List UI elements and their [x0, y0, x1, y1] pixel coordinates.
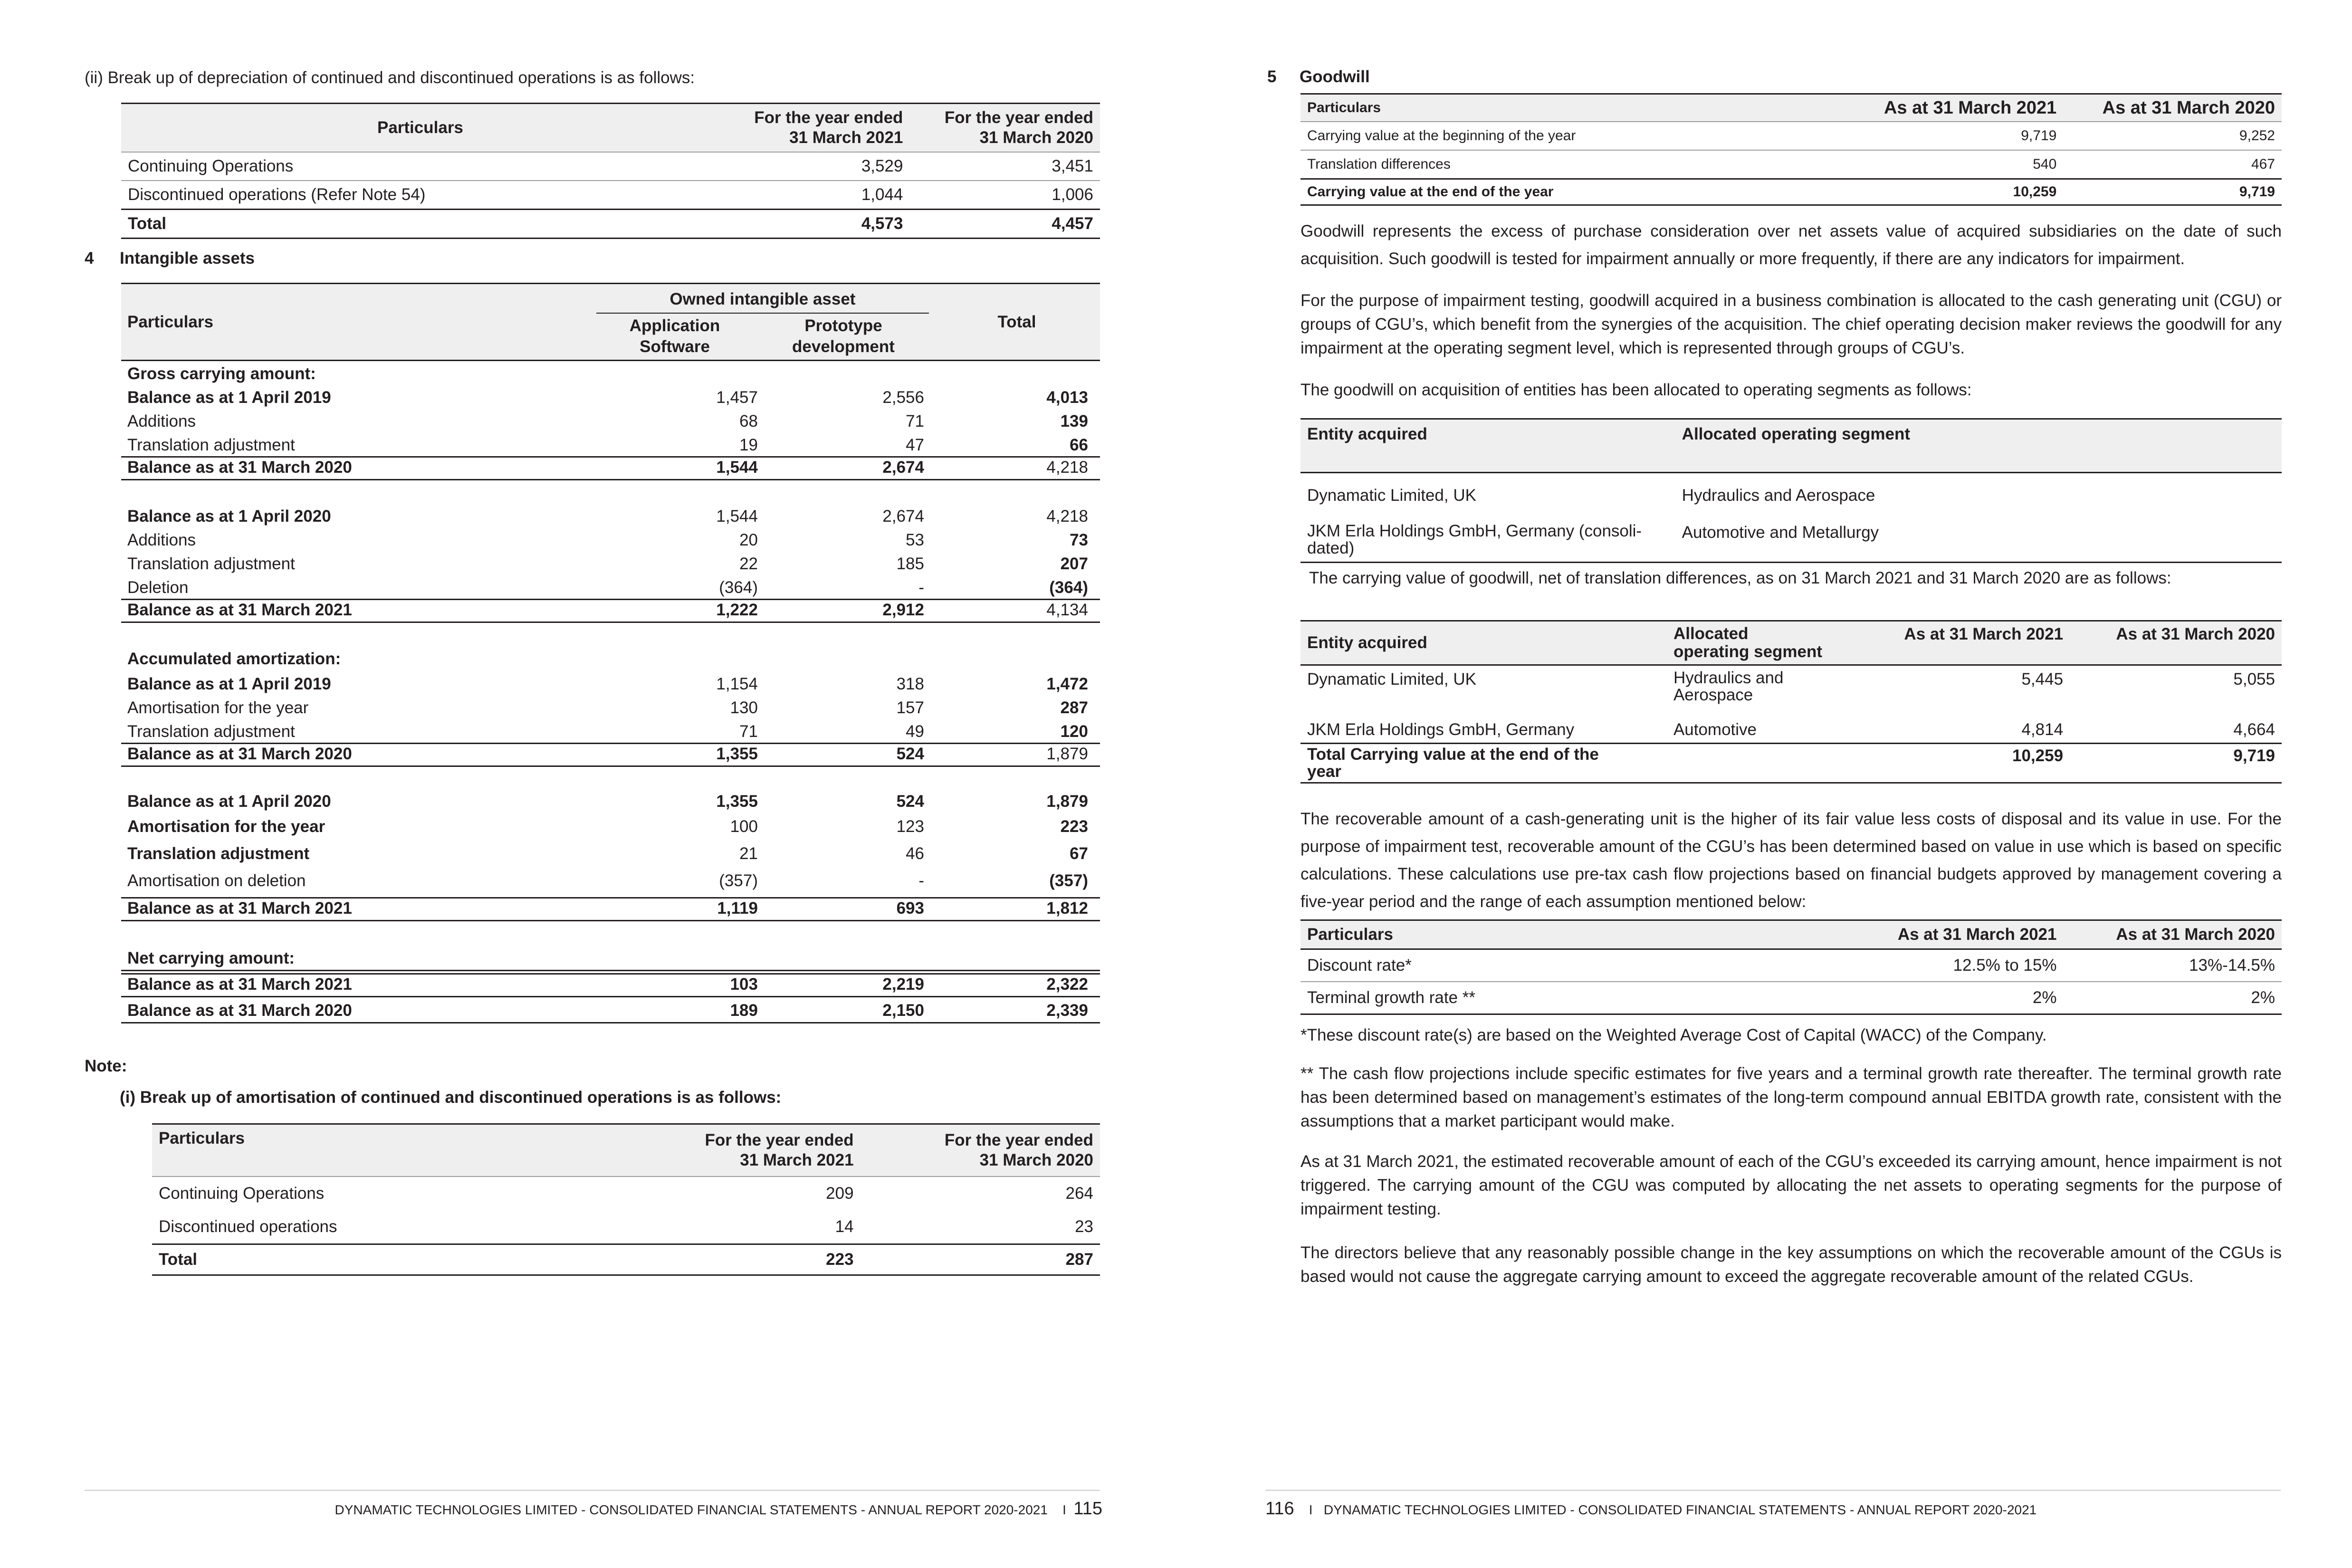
table-row [1300, 665, 2282, 717]
col-header-2021: As at 31 March 2021 [1884, 98, 2057, 118]
cell: 540 [2033, 156, 2057, 172]
intangible-cell-prototype-development: 71 [906, 412, 924, 430]
intangible-row-label: Balance as at 1 April 2019 [127, 675, 331, 693]
footer-rule [1265, 1490, 2281, 1491]
table-header-row [1300, 621, 2282, 665]
intangible-cell-total: 1,879 [1046, 792, 1088, 811]
cell: JKM Erla Holdings GmbH, Germany (consoli- dated) [1307, 522, 1642, 557]
intangible-cell-prototype-development: 49 [906, 722, 924, 741]
cell: 10,259 [2013, 184, 2057, 200]
intangible-row-label: Balance as at 1 April 2020 [127, 792, 331, 811]
col-header-2020: As at 31 March 2020 [2102, 98, 2275, 118]
cell: 4,664 [2233, 720, 2275, 739]
intangible-row-label: Balance as at 31 March 2021 [127, 975, 352, 994]
intangible-cell-application-software: 1,355 [716, 792, 758, 811]
cell: 9,252 [2239, 128, 2275, 143]
intangible-row-label: Deletion [127, 578, 189, 597]
col-header-owned-intangible: Owned intangible asset [669, 290, 856, 308]
intangible-row-label: Balance as at 31 March 2021 [127, 899, 352, 918]
intangible-row-label: Translation adjustment [127, 436, 295, 454]
col-header-entity: Entity acquired [1307, 425, 1427, 443]
table-row [1300, 473, 2282, 518]
table-row-total [152, 1244, 1100, 1275]
col-header-particulars: Particulars [127, 313, 213, 331]
intangible-cell-total: 1,812 [1046, 899, 1088, 918]
cell: 209 [826, 1184, 854, 1203]
intangible-cell-application-software: 130 [730, 698, 758, 717]
cell: 1,044 [861, 185, 903, 204]
col-header-total: Total [997, 313, 1036, 331]
cell: 4,573 [861, 214, 903, 233]
cell: Dynamatic Limited, UK [1307, 486, 1476, 505]
intangible-row-label: Accumulated amortization: [127, 650, 341, 668]
table-row [1300, 717, 2282, 744]
intangible-cell-application-software: 1,544 [716, 507, 758, 526]
cell: 2% [2251, 988, 2275, 1007]
table-row [1300, 949, 2282, 982]
note-label: Note: [85, 1057, 127, 1075]
discount-rate-footnote: *These discount rate(s) are based on the Weighted Average Cost of Capital (WACC) of the Company. [1300, 1026, 2047, 1044]
table-row [121, 152, 1100, 181]
row-rule [121, 897, 1100, 899]
cell: 3,529 [861, 157, 903, 175]
table-row-total [1300, 744, 2282, 783]
cell: Terminal growth rate ** [1307, 988, 1476, 1007]
table-row [1300, 518, 2282, 563]
intangible-cell-application-software: 22 [739, 555, 758, 573]
goodwill-paragraph-7: ** The cash flow projections include specific estimates for five years and a terminal growth rate thereafter. The terminal growth rate has been determined based on management’s estimates of the long-term compound annual EBITDA growth rate, consistent with the assumptions that a market participant would make. [1300, 1064, 2282, 1130]
row-rule [121, 996, 1100, 997]
cell: Carrying value at the end of the year [1307, 184, 1554, 200]
cell: Carrying value at the beginning of the year [1307, 128, 1576, 143]
intangible-cell-total: 4,218 [1046, 507, 1088, 526]
col-header-particulars: Particulars [377, 118, 463, 137]
intangible-cell-total: 1,879 [1046, 745, 1088, 763]
cell: 467 [2251, 156, 2275, 172]
cell: Discontinued operations [159, 1217, 337, 1236]
intangible-cell-application-software: 1,355 [716, 745, 758, 763]
intangible-cell-application-software: 20 [739, 531, 758, 549]
col-header-entity: Entity acquired [1307, 633, 1427, 652]
goodwill-paragraph-1: Goodwill represents the excess of purchase consideration over net assets value of acquired subsidiaries on the date of such acquisition. Such goodwill is tested for impairment annually or more frequently, if there are any indicators for impairment. [1300, 222, 2282, 268]
note-i-title: (i) Break up of amortisation of continued and discontinued operations is as follows: [120, 1088, 782, 1107]
allocation-table [1300, 418, 2282, 563]
intangible-row-label: Balance as at 31 March 2020 [127, 745, 352, 763]
footer [1265, 1499, 2036, 1520]
intangible-row-label: Balance as at 31 March 2020 [127, 458, 352, 477]
intangible-cell-application-software: 71 [739, 722, 758, 741]
section-number-4: 4 [85, 249, 94, 268]
cell: Dynamatic Limited, UK [1307, 670, 1476, 688]
col-header-fy2020: For the year ended 31 March 2020 [944, 1131, 1093, 1169]
intangible-cell-prototype-development: - [918, 578, 924, 597]
intangible-cell-prototype-development: 524 [896, 745, 924, 763]
table-row [152, 1210, 1100, 1244]
footer-separator: I [1062, 1502, 1066, 1517]
goodwill-table [1300, 93, 2282, 206]
intangible-cell-prototype-development: 2,674 [882, 507, 924, 526]
cell: 223 [826, 1250, 854, 1269]
intangible-cell-total: 73 [1070, 531, 1088, 549]
row-rule [121, 621, 1100, 623]
intangible-cell-total: 4,134 [1046, 601, 1088, 619]
intangible-cell-total: 67 [1070, 844, 1088, 863]
intangible-cell-application-software: 19 [739, 436, 758, 454]
intangible-cell-total: 223 [1060, 817, 1088, 836]
cell: Continuing Operations [159, 1184, 325, 1203]
col-header-fy2020: For the year ended 31 March 2020 [944, 108, 1093, 147]
intangible-cell-total: 1,472 [1046, 675, 1088, 693]
cell: Hydraulics and Aerospace [1673, 669, 1784, 704]
intangible-cell-prototype-development: 123 [896, 817, 924, 836]
col-header-fy2021: For the year ended 31 March 2021 [705, 1131, 854, 1169]
intangible-cell-application-software: 1,119 [717, 899, 758, 918]
intangible-cell-prototype-development: 318 [896, 675, 924, 693]
goodwill-paragraph-4: The carrying value of goodwill, net of translation differences, as on 31 March 2021 and 31 March 2020 are as follows: [1309, 569, 2171, 587]
cell: Total [128, 214, 167, 233]
row-rule [121, 765, 1100, 767]
row-rule [121, 970, 1100, 971]
cell: 1,006 [1052, 185, 1093, 204]
cell: 4,457 [1052, 214, 1093, 233]
cell: 13%-14.5% [2189, 956, 2275, 975]
page-number: 116 [1265, 1499, 1294, 1519]
table-row-total [121, 210, 1100, 239]
goodwill-paragraph-9: The directors believe that any reasonably possible change in the key assumptions on which the recoverable amount of the CGUs is based would not cause the aggregate carrying amount to exceed the aggregate recoverable amount of the related CGUs. [1300, 1243, 2282, 1286]
table-row-total [1300, 179, 2282, 205]
intangible-cell-prototype-development: 524 [896, 792, 924, 811]
intangible-row-label: Gross carrying amount: [127, 364, 316, 383]
table-header-row [1300, 920, 2282, 949]
row-rule [121, 743, 1100, 744]
header-bottom-rule [121, 360, 1100, 361]
intangible-cell-total: 139 [1060, 412, 1088, 430]
assumptions-table [1300, 919, 2282, 1015]
col-header-prototype-development: Prototype development [792, 316, 895, 356]
footer-text: DYNAMATIC TECHNOLOGIES LIMITED - CONSOLIDATED FINANCIAL STATEMENTS - ANNUAL REPORT 2020-2021 [335, 1502, 1048, 1517]
goodwill-paragraph-2: For the purpose of impairment testing, goodwill acquired in a business combination is allocated to the cash generating unit (CGU) or groups of CGU’s, which benefit from the synergies of the acquisition. The chief operating decision maker reviews the goodwill for any impairment at the operating segment level, which is represented through groups of CGU’s. [1300, 291, 2282, 357]
intangible-cell-total: 120 [1060, 722, 1088, 741]
col-header-particulars: Particulars [159, 1129, 245, 1147]
cell: Automotive [1673, 720, 1757, 739]
intangible-cell-total: 287 [1060, 698, 1088, 717]
intangible-cell-total: 66 [1070, 436, 1088, 454]
right-page [1176, 0, 2352, 1568]
intangible-cell-total: 4,218 [1046, 458, 1088, 477]
intangible-cell-prototype-development: 2,150 [882, 1001, 924, 1020]
intangible-cell-application-software: 1,544 [716, 458, 758, 477]
intangible-cell-total: 2,339 [1046, 1001, 1088, 1020]
col-header-2020: As at 31 March 2020 [2116, 625, 2275, 643]
intangible-cell-total: (364) [1049, 578, 1088, 597]
footer-rule [85, 1490, 1100, 1491]
intangible-row-label: Additions [127, 531, 196, 549]
intangible-row-label: Amortisation on deletion [127, 871, 306, 890]
cell: 9,719 [2021, 128, 2057, 143]
row-rule [121, 599, 1100, 600]
intangible-cell-application-software: 1,154 [716, 675, 758, 693]
cell: 3,451 [1052, 157, 1093, 175]
intangible-cell-total: 2,322 [1046, 975, 1088, 994]
table-row [1300, 150, 2282, 179]
intangible-cell-prototype-development: 47 [906, 436, 924, 454]
cell: 10,259 [2012, 746, 2064, 765]
intangible-cell-prototype-development: - [918, 871, 924, 890]
intangible-cell-application-software: (364) [719, 578, 758, 597]
col-header-segment: Allocated operating segment [1682, 425, 1911, 443]
col-header-fy2021: For the year ended 31 March 2021 [754, 108, 903, 147]
cell: 9,719 [2233, 746, 2275, 765]
col-header-particulars: Particulars [1307, 925, 1393, 944]
intangible-cell-application-software: 21 [739, 844, 758, 863]
intangible-cell-total: 4,013 [1046, 388, 1088, 407]
footer-separator: I [1309, 1502, 1313, 1517]
cell: 23 [1075, 1217, 1093, 1236]
footer [335, 1499, 1102, 1520]
cell: Continuing Operations [128, 157, 294, 175]
intangible-row-label: Additions [127, 412, 196, 430]
table-row [1300, 122, 2282, 150]
intangible-cell-prototype-development: 53 [906, 531, 924, 549]
intangible-cell-application-software: 100 [730, 817, 758, 836]
intangible-row-label: Balance as at 31 March 2021 [127, 601, 352, 619]
table-row [152, 1176, 1100, 1210]
col-header-2021: As at 31 March 2021 [1897, 925, 2057, 944]
section-number-5: 5 [1267, 67, 1277, 86]
cell: Translation differences [1307, 156, 1451, 172]
table-header-row [121, 104, 1100, 153]
cell: Discount rate* [1307, 956, 1412, 975]
intangible-row-label: Balance as at 31 March 2020 [127, 1001, 352, 1020]
goodwill-paragraph-3: The goodwill on acquisition of entities has been allocated to operating segments as follows: [1300, 381, 1972, 399]
intangible-cell-total: (357) [1049, 871, 1088, 890]
intangible-row-label: Amortisation for the year [127, 698, 309, 717]
cell: 264 [1065, 1184, 1093, 1203]
col-header-segment: Allocated operating segment [1673, 624, 1823, 661]
depreciation-intro: (ii) Break up of depreciation of continued and discontinued operations is as follows: [85, 68, 695, 87]
amortisation-table [152, 1123, 1100, 1276]
cell: 5,445 [2021, 670, 2064, 688]
goodwill-paragraph-5: The recoverable amount of a cash-generating unit is the higher of its fair value less costs of disposal and its value in use. For the purpose of impairment test, recoverable amount of the CGU’s has been determined based on value in use which is based on specific calculations. These calculations use pre-tax cash flow projections based on financial budgets approved by management covering a five-year period and the range of each assumption mentioned below: [1300, 810, 2282, 911]
row-rule [121, 973, 1100, 975]
cell: Discontinued operations (Refer Note 54) [128, 185, 426, 204]
cell: 9,719 [2239, 184, 2275, 200]
intangible-cell-prototype-development: 2,912 [882, 601, 924, 619]
cell: 4,814 [2021, 720, 2064, 739]
cell: Total Carrying value at the end of the year [1307, 745, 1599, 781]
intangible-cell-total: 207 [1060, 555, 1088, 573]
intangible-cell-application-software: 68 [739, 412, 758, 430]
col-header-2020: As at 31 March 2020 [2116, 925, 2275, 944]
intangible-cell-prototype-development: 693 [896, 899, 924, 918]
intangible-cell-application-software: 1,457 [716, 388, 758, 407]
intangible-row-label: Balance as at 1 April 2019 [127, 388, 331, 407]
cell [1667, 744, 1860, 783]
cell: 14 [835, 1217, 854, 1236]
table-header-row [1300, 419, 2282, 473]
section-title-intangible-assets: Intangible assets [120, 249, 255, 268]
intangible-cell-prototype-development: 157 [896, 698, 924, 717]
intangible-cell-application-software: 1,222 [716, 601, 758, 619]
intangible-cell-prototype-development: 2,674 [882, 458, 924, 477]
table-row [121, 181, 1100, 210]
group-underline [596, 313, 929, 314]
intangible-cell-prototype-development: 185 [896, 555, 924, 573]
row-rule [121, 479, 1100, 480]
cell: 287 [1065, 1250, 1093, 1269]
intangible-cell-prototype-development: 46 [906, 844, 924, 863]
intangible-row-label: Net carrying amount: [127, 949, 295, 967]
col-header-application-software: Application Software [629, 316, 720, 356]
cell: 5,055 [2233, 670, 2275, 688]
intangible-row-label: Translation adjustment [127, 844, 310, 863]
intangible-cell-prototype-development: 2,219 [882, 975, 924, 994]
carrying-value-table [1300, 620, 2282, 784]
row-rule [121, 920, 1100, 921]
cell: Total [159, 1250, 198, 1269]
table-header-row [152, 1124, 1100, 1177]
col-header-2021: As at 31 March 2021 [1904, 625, 2064, 643]
cell: JKM Erla Holdings GmbH, Germany [1307, 720, 1575, 739]
table-row [1300, 982, 2282, 1014]
intangible-cell-application-software: (357) [719, 871, 758, 890]
intangible-cell-application-software: 103 [730, 975, 758, 994]
intangible-row-label: Translation adjustment [127, 555, 295, 573]
row-rule [121, 1022, 1100, 1023]
page-number: 115 [1073, 1499, 1102, 1519]
intangible-row-label: Balance as at 1 April 2020 [127, 507, 331, 526]
table-header-row [1300, 94, 2282, 122]
intangible-row-label: Amortisation for the year [127, 817, 325, 836]
intangible-cell-prototype-development: 2,556 [882, 388, 924, 407]
cell: 2% [2032, 988, 2057, 1007]
goodwill-paragraph-8: As at 31 March 2021, the estimated recoverable amount of each of the CGU’s exceeded its carrying amount, hence impairment is not triggered. The carrying amount of the CGU was computed by allocating the net assets to operating segments for the purpose of impairment testing. [1300, 1152, 2282, 1218]
intangible-cell-application-software: 189 [730, 1001, 758, 1020]
section-title-goodwill: Goodwill [1300, 67, 1370, 86]
cell: Automotive and Metallurgy [1682, 523, 1879, 542]
row-rule [121, 456, 1100, 458]
cell: 12.5% to 15% [1953, 956, 2057, 975]
intangible-row-label: Translation adjustment [127, 722, 295, 741]
col-header-particulars: Particulars [1307, 100, 1381, 115]
depreciation-table [121, 103, 1100, 239]
footer-text: DYNAMATIC TECHNOLOGIES LIMITED - CONSOLIDATED FINANCIAL STATEMENTS - ANNUAL REPORT 2020-2021 [1323, 1502, 2037, 1517]
cell: Hydraulics and Aerospace [1682, 486, 1875, 505]
